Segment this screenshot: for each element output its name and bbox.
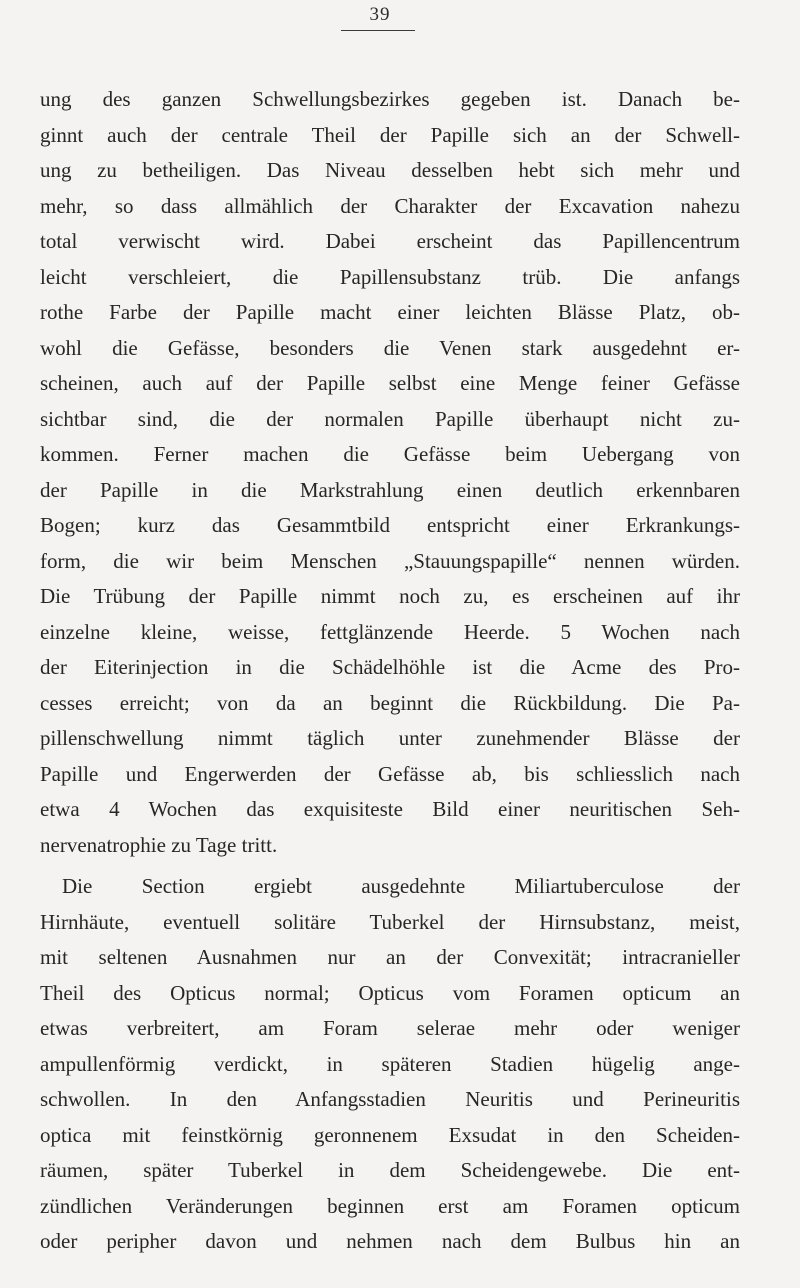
text-line: form, die wir beim Menschen „Stauungspapille“ nennen würden. [40,548,740,573]
text-line: Die Trübung der Papille nimmt noch zu, es erscheinen auf ihr [40,584,740,608]
text-line: ung des ganzen Schwellungsbezirkes gegeben ist. Danach be- [40,87,740,111]
text-line: mehr, so dass allmählich der Charakter der Excavation nahezu [40,193,740,218]
text-line: Papille und Engerwerden der Gefässe ab, bis schliesslich nach [40,761,740,786]
text-line: schwollen. In den Anfangsstadien Neuritis und Perineuritis [40,1087,740,1111]
text-line: oder peripher davon und nehmen nach dem Bulbus hin an [40,1229,740,1253]
text-line: der Eiterinjection in die Schädelhöhle ist die Acme des Pro- [40,655,740,679]
text-line: wohl die Gefässe, besonders die Venen stark ausgedehnt er- [40,335,740,360]
paragraph-2 [40,869,740,1260]
text-line: leicht verschleiert, die Papillensubstanz trüb. Die anfangs [40,264,740,289]
text-line: optica mit feinstkörnig geronnenem Exsudat in den Scheiden- [40,1122,740,1147]
text-line: cesses erreicht; von da an beginnt die Rückbildung. Die Pa- [40,690,740,715]
text-line: Theil des Opticus normal; Opticus vom Foramen opticum an [40,980,740,1005]
text-line: scheinen, auch auf der Papille selbst eine Menge feiner Gefässe [40,371,740,395]
text-line: einzelne kleine, weisse, fettglänzende Heerde. 5 Wochen nach [40,619,740,644]
body-text [40,82,740,1260]
text-line: nervenatrophie zu Tage tritt. [40,832,278,857]
text-line: räumen, später Tuberkel in dem Scheidengewebe. Die ent- [40,1158,740,1182]
text-line: ung zu betheiligen. Das Niveau desselben hebt sich mehr und [40,158,740,182]
page-number-underline [341,30,415,31]
text-line: etwa 4 Wochen das exquisiteste Bild einer neuritischen Seh- [40,797,740,821]
text-line: total verwischt wird. Dabei erscheint das Papillencentrum [40,229,740,253]
text-line: rothe Farbe der Papille macht einer leichten Blässe Platz, ob- [40,300,740,324]
text-line: sichtbar sind, die der normalen Papille überhaupt nicht zu- [40,406,740,431]
text-line: Die Section ergiebt ausgedehnte Miliartuberculose der [62,874,740,898]
text-line: kommen. Ferner machen die Gefässe beim Uebergang von [40,442,740,466]
text-line: der Papille in die Markstrahlung einen deutlich erkennbaren [40,477,740,502]
text-line: Bogen; kurz das Gesammtbild entspricht einer Erkrankungs- [40,513,740,537]
text-line: zündlichen Veränderungen beginnen erst am Foramen opticum [40,1193,740,1218]
text-line: Hirnhäute, eventuell solitäre Tuberkel der Hirnsubstanz, meist, [40,909,740,934]
text-line: mit seltenen Ausnahmen nur an der Convexität; intracranieller [40,945,740,969]
text-line: pillenschwellung nimmt täglich unter zunehmender Blässe der [40,726,740,750]
page-number: 39 [369,4,391,25]
text-line: etwas verbreitert, am Foram selerae mehr oder weniger [40,1016,740,1040]
text-line: ampullenförmig verdickt, in späteren Stadien hügelig ange- [40,1051,740,1076]
text-line: ginnt auch der centrale Theil der Papille sich an der Schwell- [40,122,740,147]
paragraph-1 [40,82,740,863]
